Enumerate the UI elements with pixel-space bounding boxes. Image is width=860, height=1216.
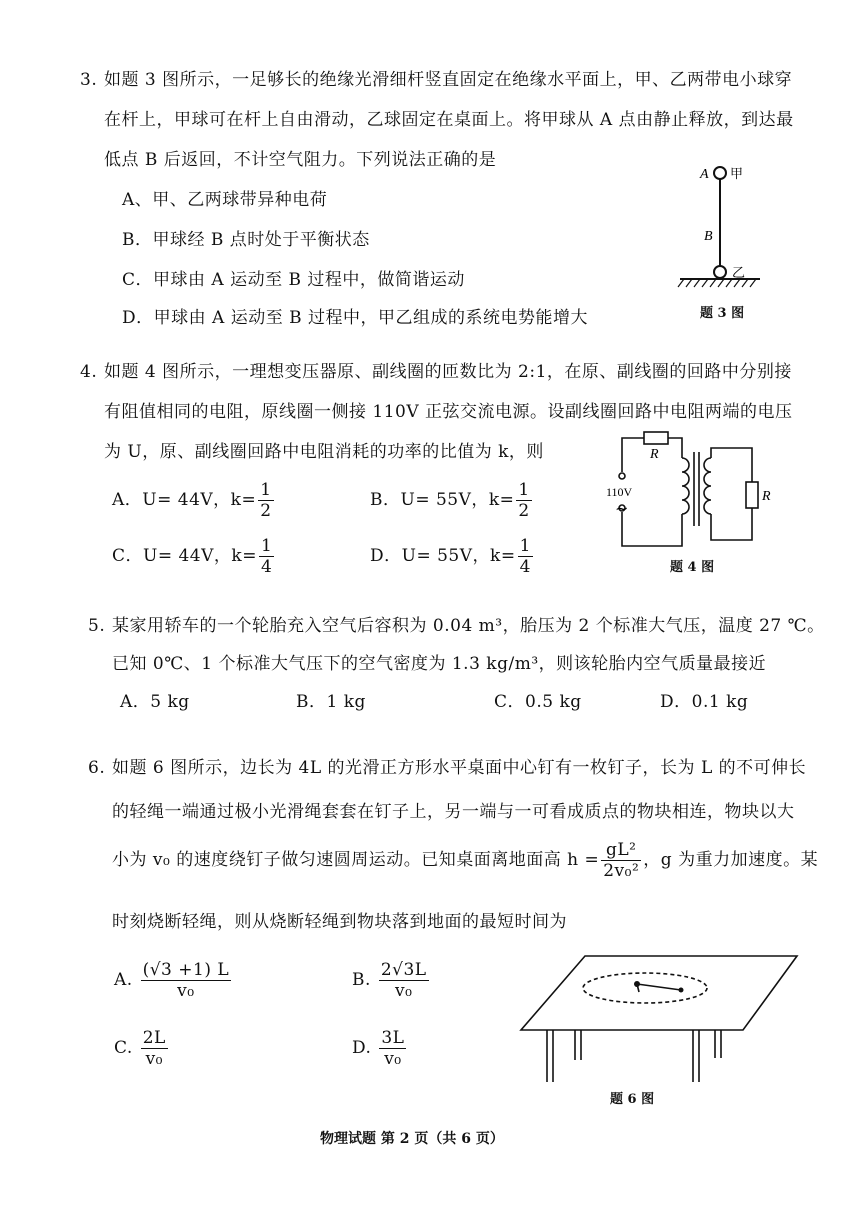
q6-option-c-numerator: 2L (142, 1028, 166, 1048)
q4-fig-source-label: 110V (606, 485, 633, 499)
q5-option-c: C．0.5 kg (494, 692, 582, 712)
q4-fig-resistor-secondary-label: R (762, 489, 771, 504)
q4-stem-line-2: 有阻值相同的电阻，原线圈一侧接 110V 正弦交流电源。设副线圈回路中电阻两端的电压 (104, 402, 793, 422)
q6-option-d-denominator: v₀ (384, 1049, 402, 1069)
q6-option-d (352, 1028, 408, 1069)
q6-option-b (352, 960, 431, 1001)
q3-fig-label-jia: 甲 (730, 167, 744, 182)
page-footer: 物理试题 第 2 页（共 6 页） (320, 1131, 504, 1147)
q4-option-c (112, 536, 276, 577)
q3-stem-line-2: 在杆上，甲球可在杆上自由滑动，乙球固定在桌面上。将甲球从 A 点由静止释放，到达最 (104, 110, 794, 130)
q4-stem-line-1: 如题 4 图所示，一理想变压器原、副线圈的匝数比为 2:1，在原、副线圈的回路中分别接 (104, 362, 792, 382)
q3-stem-line-3: 低点 B 后返回，不计空气阻力。下列说法正确的是 (104, 150, 497, 170)
q4-option-b-text: B．U= 55V，k= (370, 490, 515, 510)
q6-option-d-label: D. (352, 1038, 372, 1058)
q3-figure-rod-diagram (660, 160, 770, 300)
q3-fig-label-b: B (704, 229, 713, 244)
q4-figure-transformer-circuit (600, 428, 780, 558)
q5-stem-line-2: 已知 0℃、1 个标准大气压下的空气密度为 1.3 kg/m³，则该轮胎内空气质量最接近 (112, 654, 767, 674)
q4-option-c-text: C．U= 44V，k= (112, 546, 257, 566)
q6-stem-line-2: 的轻绳一端通过极小光滑绳套套在钉子上，另一端与一可看成质点的物块相连，物块以大 (112, 802, 795, 822)
q4-option-a-numerator: 1 (260, 480, 272, 500)
q6-option-a-label: A. (114, 970, 133, 990)
q4-option-d-numerator: 1 (519, 536, 531, 556)
q4-option-d (370, 536, 535, 577)
q6-option-a (114, 960, 233, 1001)
q4-option-b-numerator: 1 (518, 480, 530, 500)
q5-option-b: B．1 kg (296, 692, 366, 712)
q6-height-denominator: 2v₀² (603, 861, 640, 881)
q3-stem-line-1: 如题 3 图所示，一足够长的绝缘光滑细杆竖直固定在绝缘水平面上，甲、乙两带电小球穿 (104, 70, 793, 90)
q4-option-d-text: D．U= 55V，k= (370, 546, 516, 566)
q4-option-b (370, 480, 534, 521)
q3-figure-caption: 题 3 图 (700, 306, 745, 321)
q6-stem-line-4: 时刻烧断轻绳，则从烧断轻绳到物块落到地面的最短时间为 (112, 912, 567, 932)
q6-number: 6. (88, 758, 106, 778)
q6-option-b-numerator: 2√3L (380, 960, 427, 980)
q6-figure-caption: 题 6 图 (610, 1092, 655, 1107)
q4-number: 4. (80, 362, 98, 382)
q4-option-c-numerator: 1 (260, 536, 273, 556)
q4-stem-line-3: 为 U，原、副线圈回路中电阻消耗的功率的比值为 k，则 (104, 442, 544, 462)
q4-fig-resistor-primary-label: R (650, 447, 659, 462)
q3-fig-label-a: A (700, 167, 709, 182)
q6-option-c (114, 1028, 170, 1069)
q4-option-a (112, 480, 276, 521)
q3-option-c: C．甲球由 A 运动至 B 过程中，做简谐运动 (122, 270, 465, 290)
q6-stem-line-1: 如题 6 图所示，边长为 4L 的光滑正方形水平桌面中心钉有一枚钉子，长为 L 的不可伸长 (112, 758, 807, 778)
q4-option-a-denominator: 2 (260, 501, 272, 521)
q6-stem-line-3 (112, 840, 818, 881)
q3-number: 3. (80, 70, 98, 90)
q5-option-a: A．5 kg (120, 692, 190, 712)
q4-option-c-denominator: 4 (260, 557, 273, 577)
q3-option-d: D．甲球由 A 运动至 B 过程中，甲乙组成的系统电势能增大 (122, 308, 589, 328)
q5-stem-line-1: 某家用轿车的一个轮胎充入空气后容积为 0.04 m³，胎压为 2 个标准大气压，温度 27 ℃。 (112, 616, 825, 636)
q6-figure-table-diagram (515, 950, 805, 1090)
q3-option-a: A、甲、乙两球带异种电荷 (122, 190, 328, 210)
q6-option-b-denominator: v₀ (394, 981, 413, 1001)
q4-option-a-text: A．U= 44V，k= (112, 490, 257, 510)
q6-stem-line-3-tail: ，g 为重力加速度。某 (643, 850, 819, 870)
q6-option-c-denominator: v₀ (145, 1049, 163, 1069)
q5-option-d: D．0.1 kg (660, 692, 749, 712)
q4-figure-caption: 题 4 图 (670, 560, 715, 575)
q6-option-a-numerator: (√3 +1) L (142, 960, 230, 980)
q6-option-a-denominator: v₀ (177, 981, 195, 1001)
q3-fig-label-yi: 乙 (732, 266, 746, 281)
q6-stem-line-3-text: 小为 v₀ 的速度绕钉子做匀速圆周运动。已知桌面离地面高 h = (112, 850, 600, 870)
q6-option-c-label: C. (114, 1038, 133, 1058)
q4-option-d-denominator: 4 (519, 557, 531, 577)
q4-fig-ac-symbol: ~ (615, 499, 629, 518)
q3-option-b: B．甲球经 B 点时处于平衡状态 (122, 230, 370, 250)
q6-option-b-label: B. (352, 970, 371, 990)
q6-option-d-numerator: 3L (381, 1028, 405, 1048)
q6-height-numerator: gL² (601, 840, 641, 861)
q5-number: 5. (88, 616, 106, 636)
q4-option-b-denominator: 2 (518, 501, 530, 521)
